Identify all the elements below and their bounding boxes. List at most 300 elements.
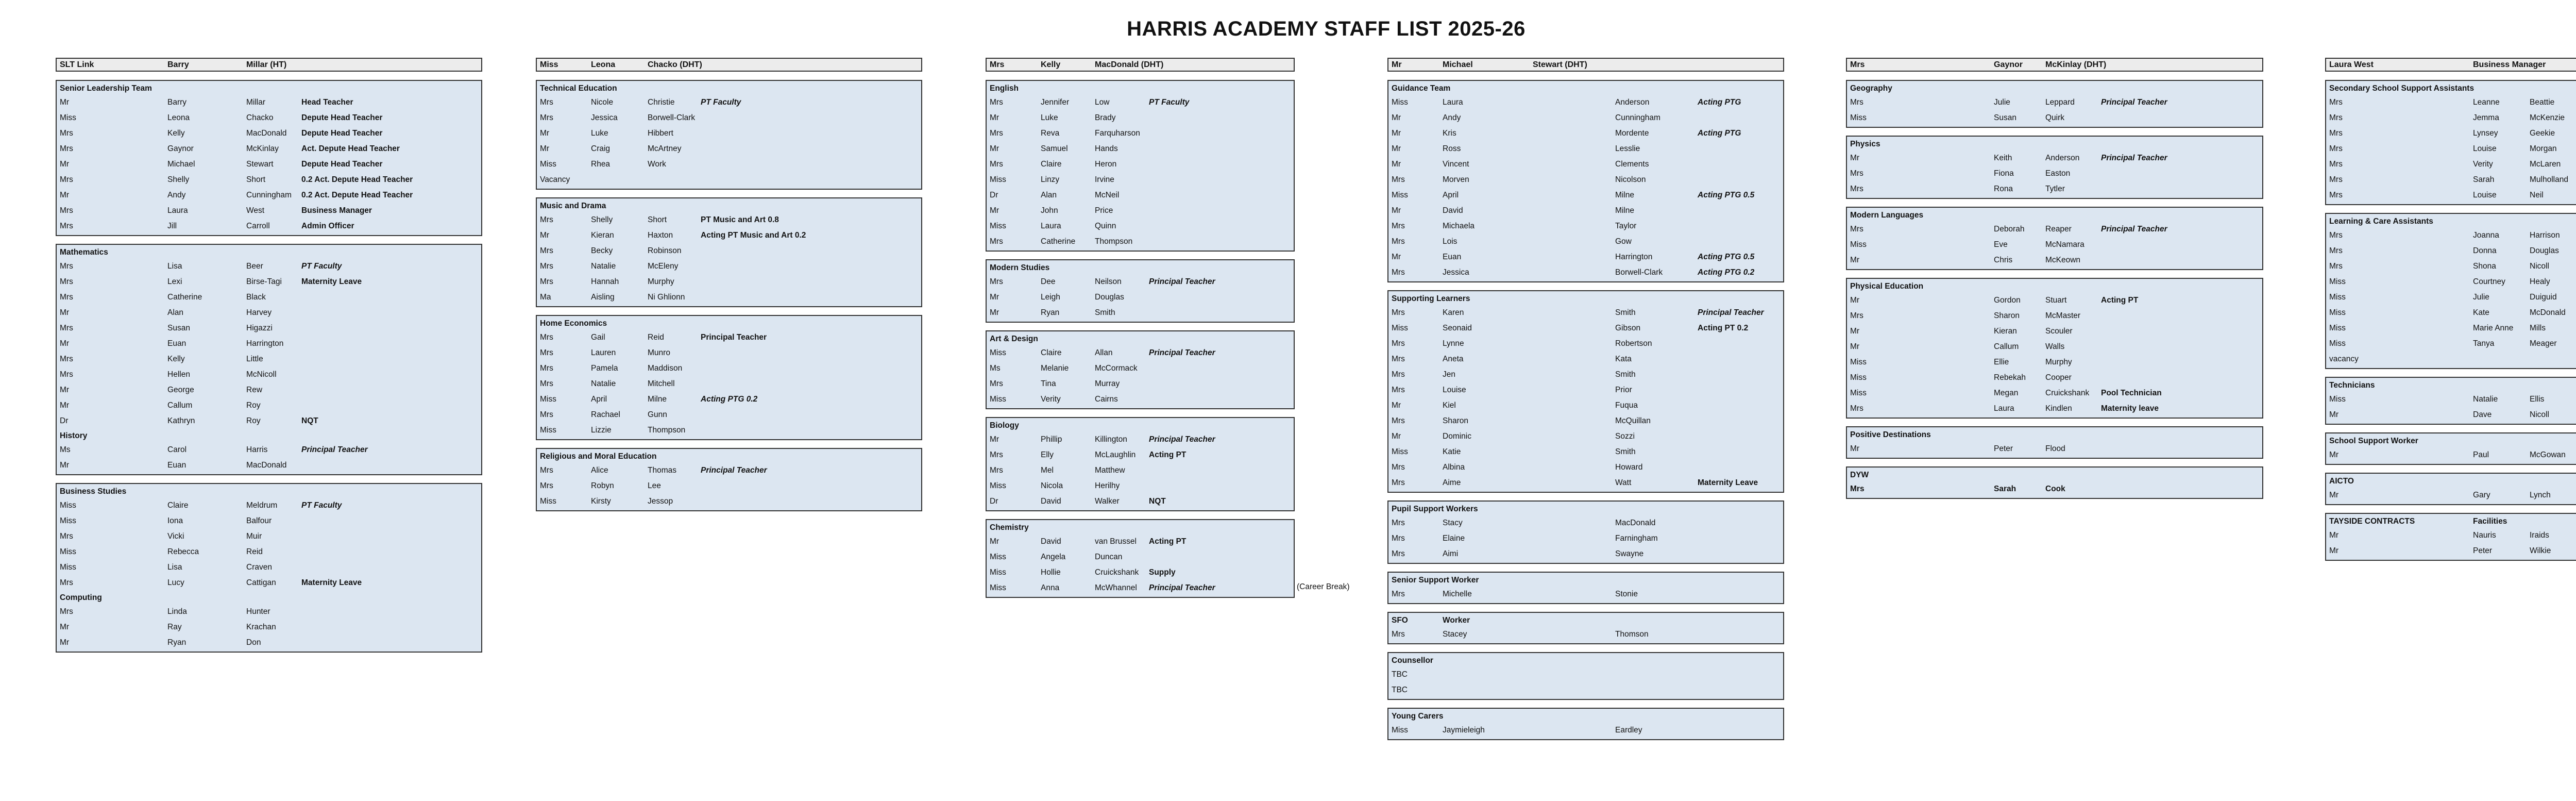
staff-title: Mrs bbox=[1392, 175, 1405, 184]
staff-row bbox=[1847, 95, 2262, 110]
staff-first-name: Albina bbox=[1443, 463, 1465, 472]
staff-title: Mr bbox=[1392, 144, 1401, 153]
staff-title: Mrs bbox=[2329, 262, 2343, 271]
staff-row bbox=[1847, 339, 2262, 355]
staff-row bbox=[57, 513, 481, 529]
staff-surname: MacDonald bbox=[246, 129, 287, 138]
staff-title: Miss bbox=[540, 160, 556, 169]
staff-row bbox=[57, 458, 481, 473]
staff-title: Miss bbox=[990, 348, 1006, 357]
department-box bbox=[536, 197, 922, 307]
department-box bbox=[986, 519, 1295, 598]
staff-row bbox=[987, 376, 1294, 392]
department-name: Positive Destinations bbox=[1850, 430, 1931, 439]
staff-surname: Murphy bbox=[2045, 358, 2072, 366]
staff-row bbox=[57, 413, 481, 429]
staff-row bbox=[1388, 475, 1783, 491]
staff-title: Mrs bbox=[60, 355, 73, 363]
staff-title: Dr bbox=[990, 497, 998, 506]
staff-first-name: Laura bbox=[1041, 222, 1061, 230]
staff-title: Miss bbox=[990, 481, 1006, 490]
staff-title: Mrs bbox=[2329, 144, 2343, 153]
staff-row bbox=[57, 321, 481, 336]
staff-title: Mrs bbox=[1392, 355, 1405, 363]
staff-surname: MacDonald bbox=[1615, 519, 1656, 527]
department-box bbox=[986, 259, 1295, 323]
staff-surname: Hibbert bbox=[648, 129, 673, 138]
staff-title: Mr bbox=[60, 461, 70, 470]
column-header-text: Gaynor bbox=[1994, 60, 2023, 69]
staff-title: Mr bbox=[2329, 491, 2339, 499]
staff-surname: Cooper bbox=[2045, 373, 2072, 382]
staff-row bbox=[987, 188, 1294, 203]
staff-row bbox=[1388, 234, 1783, 249]
staff-role: Depute Head Teacher bbox=[301, 113, 383, 122]
staff-first-name: Aisling bbox=[591, 293, 615, 302]
department-name: Business Studies bbox=[60, 487, 127, 496]
staff-title: Mrs bbox=[1392, 478, 1405, 487]
staff-first-name: Shelly bbox=[591, 215, 613, 224]
department-box bbox=[1846, 426, 2263, 459]
column-header-text: Michael bbox=[1443, 60, 1473, 69]
staff-surname: McKenzie bbox=[2530, 113, 2565, 122]
staff-row bbox=[1388, 682, 1783, 698]
staff-surname: Little bbox=[246, 355, 263, 363]
staff-row bbox=[1388, 249, 1783, 265]
staff-row bbox=[537, 95, 921, 110]
staff-row bbox=[1847, 308, 2262, 324]
staff-title: Mr bbox=[1850, 256, 1860, 264]
staff-row bbox=[2326, 543, 2576, 559]
staff-title: Mrs bbox=[540, 246, 553, 255]
staff-title: Miss bbox=[540, 497, 556, 506]
staff-row bbox=[57, 604, 481, 620]
staff-title: Mrs bbox=[2329, 160, 2343, 169]
department-box bbox=[536, 448, 922, 511]
staff-surname: Munro bbox=[648, 348, 670, 357]
staff-title: Mrs bbox=[2329, 175, 2343, 184]
staff-surname: Clements bbox=[1615, 160, 1649, 169]
staff-first-name: Morven bbox=[1443, 175, 1469, 184]
staff-row bbox=[57, 290, 481, 305]
staff-row bbox=[987, 534, 1294, 549]
staff-title: vacancy bbox=[2329, 355, 2359, 363]
staff-title: Mrs bbox=[60, 206, 73, 215]
department-box bbox=[536, 315, 922, 440]
staff-first-name: Shelly bbox=[167, 175, 190, 184]
staff-row bbox=[987, 157, 1294, 172]
staff-row bbox=[1388, 157, 1783, 172]
staff-first-name: Lauren bbox=[591, 348, 616, 357]
staff-title: Mrs bbox=[1392, 416, 1405, 425]
department-heading bbox=[1847, 279, 2262, 293]
department-box bbox=[2325, 80, 2576, 205]
department-heading bbox=[1847, 208, 2262, 222]
staff-surname: Kindlen bbox=[2045, 404, 2072, 413]
staff-surname: Muir bbox=[246, 532, 262, 541]
staff-role: Depute Head Teacher bbox=[301, 129, 383, 138]
staff-row bbox=[1847, 237, 2262, 253]
staff-surname: McCormack bbox=[1095, 364, 1138, 373]
staff-title: Mrs bbox=[60, 607, 73, 616]
staff-row bbox=[987, 361, 1294, 376]
staff-surname: Sozzi bbox=[1615, 432, 1635, 441]
staff-title: Mrs bbox=[2329, 98, 2343, 107]
department-heading bbox=[2326, 378, 2576, 392]
staff-role: Acting PTG 0.2 bbox=[1698, 268, 1755, 277]
staff-surname: Swayne bbox=[1615, 549, 1644, 558]
staff-first-name: Aimi bbox=[1443, 549, 1459, 558]
staff-first-name: Deborah bbox=[1994, 225, 2025, 233]
staff-row bbox=[2326, 392, 2576, 407]
department-heading bbox=[57, 591, 481, 604]
staff-title: Miss bbox=[1850, 240, 1867, 249]
staff-title: Mr bbox=[2329, 450, 2339, 459]
staff-row bbox=[1847, 222, 2262, 237]
column-header-text: Laura West bbox=[2329, 60, 2374, 69]
staff-role: Maternity Leave bbox=[301, 277, 362, 286]
staff-title: Mrs bbox=[1850, 311, 1863, 320]
department-heading bbox=[1388, 573, 1783, 587]
staff-title: Mrs bbox=[1392, 534, 1405, 543]
staff-surname: Short bbox=[648, 215, 667, 224]
staff-title: Mr bbox=[60, 623, 70, 631]
staff-title: Mr bbox=[60, 160, 70, 169]
staff-row bbox=[57, 219, 481, 234]
staff-surname: Borwell-Clark bbox=[1615, 268, 1663, 277]
staff-surname: Harrington bbox=[246, 339, 284, 348]
staff-row bbox=[2326, 528, 2576, 543]
staff-row bbox=[987, 447, 1294, 463]
staff-surname: McNicoll bbox=[246, 370, 277, 379]
staff-first-name: Lynne bbox=[1443, 339, 1464, 348]
staff-row bbox=[537, 243, 921, 259]
staff-title: Dr bbox=[60, 416, 69, 425]
staff-first-name: Kate bbox=[2473, 308, 2489, 317]
staff-surname: Roy bbox=[246, 401, 261, 410]
staff-row bbox=[537, 407, 921, 423]
staff-surname: Hunter bbox=[246, 607, 270, 616]
department-name: Young Carers bbox=[1392, 712, 1444, 721]
staff-row bbox=[57, 259, 481, 274]
staff-first-name: Sarah bbox=[2473, 175, 2495, 184]
staff-surname: Smith bbox=[1615, 447, 1636, 456]
staff-row bbox=[987, 172, 1294, 188]
staff-row bbox=[1388, 110, 1783, 126]
staff-title: Mr bbox=[1392, 129, 1401, 138]
staff-first-name: Seonaid bbox=[1443, 324, 1472, 332]
department-box bbox=[1387, 652, 1784, 700]
staff-row bbox=[987, 95, 1294, 110]
staff-title: Mrs bbox=[990, 277, 1003, 286]
staff-surname: Healy bbox=[2530, 277, 2550, 286]
staff-title: Miss bbox=[540, 395, 556, 404]
staff-surname: Smith bbox=[1615, 308, 1636, 317]
staff-surname: Geekie bbox=[2530, 129, 2555, 138]
staff-title: Mr bbox=[990, 435, 999, 444]
staff-title: Mrs bbox=[1392, 519, 1405, 527]
staff-first-name: Keith bbox=[1994, 154, 2012, 162]
staff-first-name: Elly bbox=[1041, 450, 1054, 459]
staff-surname: Prior bbox=[1615, 386, 1632, 394]
staff-row bbox=[2326, 488, 2576, 503]
staff-row bbox=[2326, 290, 2576, 305]
staff-surname: Anderson bbox=[2045, 154, 2080, 162]
staff-title: Mr bbox=[1392, 432, 1401, 441]
column-header-text: McKinlay (DHT) bbox=[2045, 60, 2107, 69]
staff-title: Miss bbox=[2329, 339, 2346, 348]
department-heading bbox=[1388, 81, 1783, 95]
staff-surname: McNeil bbox=[1095, 191, 1120, 199]
staff-first-name: Robyn bbox=[591, 481, 614, 490]
staff-row bbox=[57, 560, 481, 575]
staff-surname: Christie bbox=[648, 98, 675, 107]
staff-surname: Murphy bbox=[648, 277, 674, 286]
staff-first-name: Julie bbox=[2473, 293, 2489, 302]
staff-title: Miss bbox=[990, 568, 1006, 577]
department-name: Supporting Learners bbox=[1392, 294, 1470, 303]
staff-first-name: Susan bbox=[167, 324, 190, 332]
staff-first-name: Kathryn bbox=[167, 416, 195, 425]
staff-title: Mrs bbox=[60, 532, 73, 541]
staff-first-name: Claire bbox=[167, 501, 189, 510]
department-box bbox=[986, 330, 1295, 409]
staff-column bbox=[1387, 58, 1784, 748]
staff-title: Miss bbox=[2329, 293, 2346, 302]
staff-role: Depute Head Teacher bbox=[301, 160, 383, 169]
staff-surname: Reid bbox=[648, 333, 664, 342]
staff-surname: Krachan bbox=[246, 623, 276, 631]
staff-first-name: Aime bbox=[1443, 478, 1461, 487]
staff-row bbox=[537, 361, 921, 376]
staff-surname: Cook bbox=[2045, 485, 2065, 493]
staff-row bbox=[537, 274, 921, 290]
department-heading bbox=[1388, 709, 1783, 723]
staff-first-name: April bbox=[591, 395, 607, 404]
staff-role: Principal Teacher bbox=[1149, 435, 1215, 444]
staff-title: Ms bbox=[990, 364, 1001, 373]
staff-row bbox=[1388, 265, 1783, 280]
staff-title: Mr bbox=[2329, 410, 2339, 419]
staff-row bbox=[537, 463, 921, 478]
department-name: Mathematics bbox=[60, 248, 108, 257]
staff-surname: Higazzi bbox=[246, 324, 273, 332]
column-header-text: Miss bbox=[540, 60, 558, 69]
staff-title: Mr bbox=[60, 191, 70, 199]
staff-surname: Cruickshank bbox=[2045, 389, 2090, 397]
staff-title: Miss bbox=[540, 426, 556, 435]
staff-surname: Iraids bbox=[2530, 531, 2549, 540]
column-header bbox=[1387, 58, 1784, 72]
staff-first-name: Kelly bbox=[167, 355, 185, 363]
staff-row bbox=[987, 290, 1294, 305]
staff-surname: McQuillan bbox=[1615, 416, 1651, 425]
staff-role: Acting PT bbox=[1149, 537, 1187, 546]
department-name: English bbox=[990, 84, 1019, 93]
department-heading bbox=[2326, 514, 2576, 528]
staff-first-name: Jessica bbox=[591, 113, 618, 122]
staff-first-name: Rhea bbox=[591, 160, 611, 169]
staff-row bbox=[537, 478, 921, 494]
staff-row bbox=[987, 565, 1294, 580]
staff-row bbox=[1388, 444, 1783, 460]
staff-role: Acting PT bbox=[2101, 296, 2139, 305]
staff-first-name: Carol bbox=[167, 445, 187, 454]
column-header-text: Barry bbox=[167, 60, 189, 69]
department-heading bbox=[57, 81, 481, 95]
staff-title: Mrs bbox=[60, 129, 73, 138]
staff-surname: McLaughlin bbox=[1095, 450, 1136, 459]
staff-row bbox=[537, 345, 921, 361]
department-box bbox=[986, 417, 1295, 511]
staff-row bbox=[2326, 157, 2576, 172]
staff-surname: Morgan bbox=[2530, 144, 2557, 153]
staff-first-name: Aneta bbox=[1443, 355, 1464, 363]
staff-column bbox=[56, 58, 482, 660]
staff-row bbox=[1388, 667, 1783, 682]
staff-title: Mrs bbox=[2329, 191, 2343, 199]
staff-row bbox=[537, 157, 921, 172]
column-header-text: SLT Link bbox=[60, 60, 94, 69]
staff-title: Miss bbox=[990, 395, 1006, 404]
staff-row bbox=[537, 290, 921, 305]
column-header-text: Chacko (DHT) bbox=[648, 60, 702, 69]
staff-role: PT Faculty bbox=[301, 262, 342, 271]
staff-first-name: Claire bbox=[1041, 348, 1062, 357]
staff-title: Mrs bbox=[1392, 630, 1405, 639]
staff-row bbox=[57, 188, 481, 203]
department-name: SFO bbox=[1392, 616, 1408, 625]
department-name: Physics bbox=[1850, 140, 1880, 148]
staff-first-name: Barry bbox=[167, 98, 187, 107]
staff-row bbox=[1847, 441, 2262, 457]
department-heading bbox=[2326, 434, 2576, 447]
staff-first-name: Lizzie bbox=[591, 426, 612, 435]
staff-row bbox=[537, 212, 921, 228]
staff-row bbox=[2326, 352, 2576, 367]
staff-surname: MacDonald bbox=[246, 461, 287, 470]
staff-first-name: Hellen bbox=[167, 370, 190, 379]
staff-row bbox=[987, 305, 1294, 321]
staff-row bbox=[57, 620, 481, 635]
staff-surname: Harrington bbox=[1615, 253, 1653, 261]
staff-surname: Robinson bbox=[648, 246, 682, 255]
staff-role: Principal Teacher bbox=[1149, 277, 1215, 286]
staff-role: 0.2 Act. Depute Head Teacher bbox=[301, 191, 413, 199]
staff-first-name: Lynsey bbox=[2473, 129, 2498, 138]
department-box bbox=[56, 80, 482, 236]
staff-surname: Flood bbox=[2045, 444, 2065, 453]
staff-first-name: Hannah bbox=[591, 277, 619, 286]
staff-surname: Stewart bbox=[246, 160, 274, 169]
staff-title: Mrs bbox=[540, 98, 553, 107]
staff-title: Mr bbox=[2329, 531, 2339, 540]
staff-first-name: Ross bbox=[1443, 144, 1461, 153]
staff-role: NQT bbox=[301, 416, 318, 425]
staff-title: Mrs bbox=[540, 113, 553, 122]
staff-title: Mrs bbox=[990, 379, 1003, 388]
staff-row bbox=[57, 126, 481, 141]
staff-first-name: Leanne bbox=[2473, 98, 2500, 107]
staff-row bbox=[1388, 95, 1783, 110]
staff-title: Miss bbox=[990, 553, 1006, 561]
staff-title: Miss bbox=[1850, 113, 1867, 122]
staff-title: Miss bbox=[1392, 191, 1408, 199]
staff-first-name: Catherine bbox=[167, 293, 202, 302]
staff-first-name: Ryan bbox=[167, 638, 187, 647]
staff-first-name: Dominic bbox=[1443, 432, 1471, 441]
staff-row bbox=[987, 549, 1294, 565]
staff-row bbox=[57, 336, 481, 352]
staff-surname: Nicoll bbox=[2530, 410, 2549, 419]
staff-surname: Matthew bbox=[1095, 466, 1125, 475]
staff-surname: Cunningham bbox=[1615, 113, 1660, 122]
staff-surname: Ni Ghlionn bbox=[648, 293, 685, 302]
staff-first-name: Vicki bbox=[167, 532, 184, 541]
staff-title: Mrs bbox=[2329, 231, 2343, 240]
staff-surname: Craven bbox=[246, 563, 272, 572]
department-heading bbox=[987, 332, 1294, 345]
department-name: Secondary School Support Assistants bbox=[2329, 84, 2475, 93]
staff-title: Mr bbox=[2329, 546, 2339, 555]
staff-title: Miss bbox=[2329, 395, 2346, 404]
staff-surname: Fuqua bbox=[1615, 401, 1638, 410]
department-name: Home Economics bbox=[540, 319, 607, 328]
staff-first-name: Laura bbox=[1994, 404, 2014, 413]
staff-title: Miss bbox=[60, 516, 76, 525]
staff-title: Mr bbox=[990, 206, 999, 215]
staff-first-name: Verity bbox=[1041, 395, 1061, 404]
staff-title: Mrs bbox=[1392, 549, 1405, 558]
staff-first-name: Alan bbox=[167, 308, 184, 317]
staff-row bbox=[1388, 321, 1783, 336]
staff-surname: Jessop bbox=[648, 497, 673, 506]
staff-first-name: Laura bbox=[167, 206, 188, 215]
staff-title: Mr bbox=[60, 339, 70, 348]
staff-first-name: Michelle bbox=[1443, 590, 1472, 598]
staff-first-name: Ray bbox=[167, 623, 182, 631]
staff-first-name: Kieran bbox=[1994, 327, 2017, 336]
staff-row bbox=[1847, 401, 2262, 416]
department-box bbox=[2325, 473, 2576, 505]
staff-row bbox=[987, 141, 1294, 157]
department-name: DYW bbox=[1850, 471, 1869, 479]
staff-surname: Farningham bbox=[1615, 534, 1658, 543]
staff-surname: Leppard bbox=[2045, 98, 2075, 107]
staff-title: Mr bbox=[60, 386, 70, 394]
staff-first-name: Euan bbox=[1443, 253, 1462, 261]
staff-row bbox=[1388, 305, 1783, 321]
department-name: Pupil Support Workers bbox=[1392, 505, 1478, 513]
staff-first-name: Sharon bbox=[1994, 311, 2020, 320]
staff-title: Mr bbox=[60, 98, 70, 107]
staff-surname: Cairns bbox=[1095, 395, 1118, 404]
staff-title: Miss bbox=[60, 547, 76, 556]
staff-title: Miss bbox=[2329, 324, 2346, 332]
staff-first-name: Hollie bbox=[1041, 568, 1061, 577]
staff-title: Mrs bbox=[540, 379, 553, 388]
staff-row bbox=[57, 575, 481, 591]
staff-first-name: Gail bbox=[591, 333, 605, 342]
department-box bbox=[1846, 136, 2263, 199]
staff-row bbox=[57, 110, 481, 126]
staff-first-name: Tina bbox=[1041, 379, 1056, 388]
staff-first-name: Chris bbox=[1994, 256, 2013, 264]
staff-title: Mrs bbox=[60, 222, 73, 230]
staff-title: Mrs bbox=[1850, 98, 1863, 107]
staff-row bbox=[57, 172, 481, 188]
staff-surname: Neil bbox=[2530, 191, 2544, 199]
